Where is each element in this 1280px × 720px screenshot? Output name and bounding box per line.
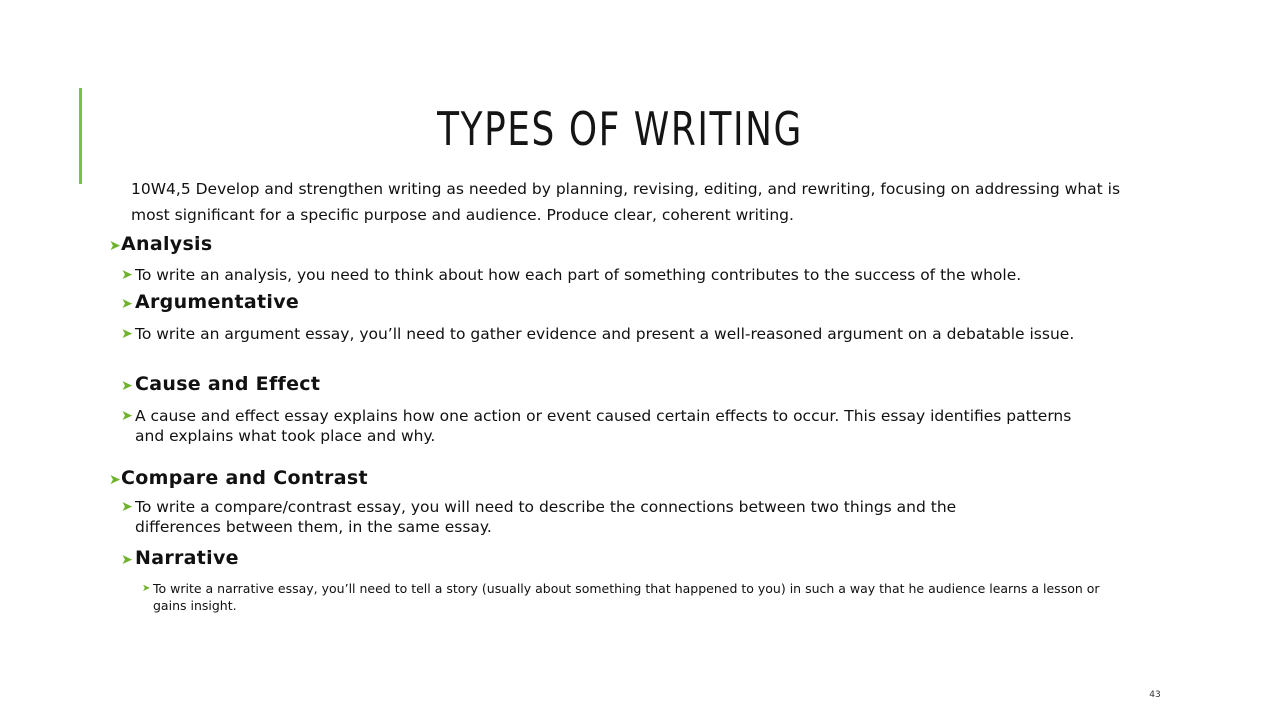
slide-title: TYPES OF WRITING — [437, 102, 803, 156]
arrow-bullet-icon: ➤ — [121, 499, 133, 515]
argumentative-desc: To write an argument essay, you’ll need to gather evidence and present a well-reasoned argument on a debatable issue. — [135, 325, 1075, 343]
arrow-bullet-icon: ➤ — [109, 472, 121, 488]
list-item-compare-contrast-desc — [121, 497, 1041, 537]
heading-argumentative: Argumentative — [135, 291, 300, 313]
list-item-argumentative-desc — [121, 324, 1121, 344]
arrow-bullet-icon: ➤ — [142, 583, 151, 594]
list-item-cause-effect-desc — [121, 406, 1091, 446]
heading-cause-effect: Cause and Effect — [135, 373, 321, 395]
heading-narrative: Narrative — [135, 547, 239, 569]
arrow-bullet-icon: ➤ — [109, 238, 121, 254]
list-item-analysis-desc — [121, 265, 1131, 285]
narrative-desc: To write a narrative essay, you’ll need to tell a story (usually about something that happened to you) in such a way that he audience learns a lesson or gains insight. — [153, 581, 1100, 613]
analysis-desc: To write an analysis, you need to think about how each part of something contributes to the success of the whole. — [135, 266, 1022, 284]
arrow-bullet-icon: ➤ — [121, 267, 133, 283]
arrow-bullet-icon: ➤ — [121, 408, 133, 424]
list-item-argumentative — [121, 292, 1021, 312]
arrow-bullet-icon: ➤ — [121, 378, 133, 394]
heading-compare-contrast: Compare and Contrast — [121, 467, 368, 489]
list-item-analysis — [109, 234, 1009, 254]
list-item-compare-contrast — [109, 468, 1009, 488]
accent-bar — [79, 88, 82, 184]
list-item-narrative-desc — [142, 580, 1112, 614]
list-item-cause-effect — [121, 374, 1021, 394]
compare-contrast-desc: To write a compare/contrast essay, you will need to describe the connections between two things and the differences between them, in the same essay. — [135, 498, 957, 536]
page-number: 43 — [1149, 690, 1161, 700]
arrow-bullet-icon: ➤ — [121, 552, 133, 568]
heading-analysis: Analysis — [121, 233, 213, 255]
cause-effect-desc: A cause and effect essay explains how one action or event caused certain effects to occur. This essay identifies patterns and explains what took place and why. — [135, 407, 1072, 445]
standard-text: 10W4,5 Develop and strengthen writing as needed by planning, revising, editing, and rewriting, focusing on addressing what is most significant for a specific purpose and audience. Produce clear, coherent writing. — [131, 180, 1121, 224]
arrow-bullet-icon: ➤ — [121, 326, 133, 342]
list-item-narrative — [121, 548, 1021, 568]
arrow-bullet-icon: ➤ — [121, 296, 133, 312]
